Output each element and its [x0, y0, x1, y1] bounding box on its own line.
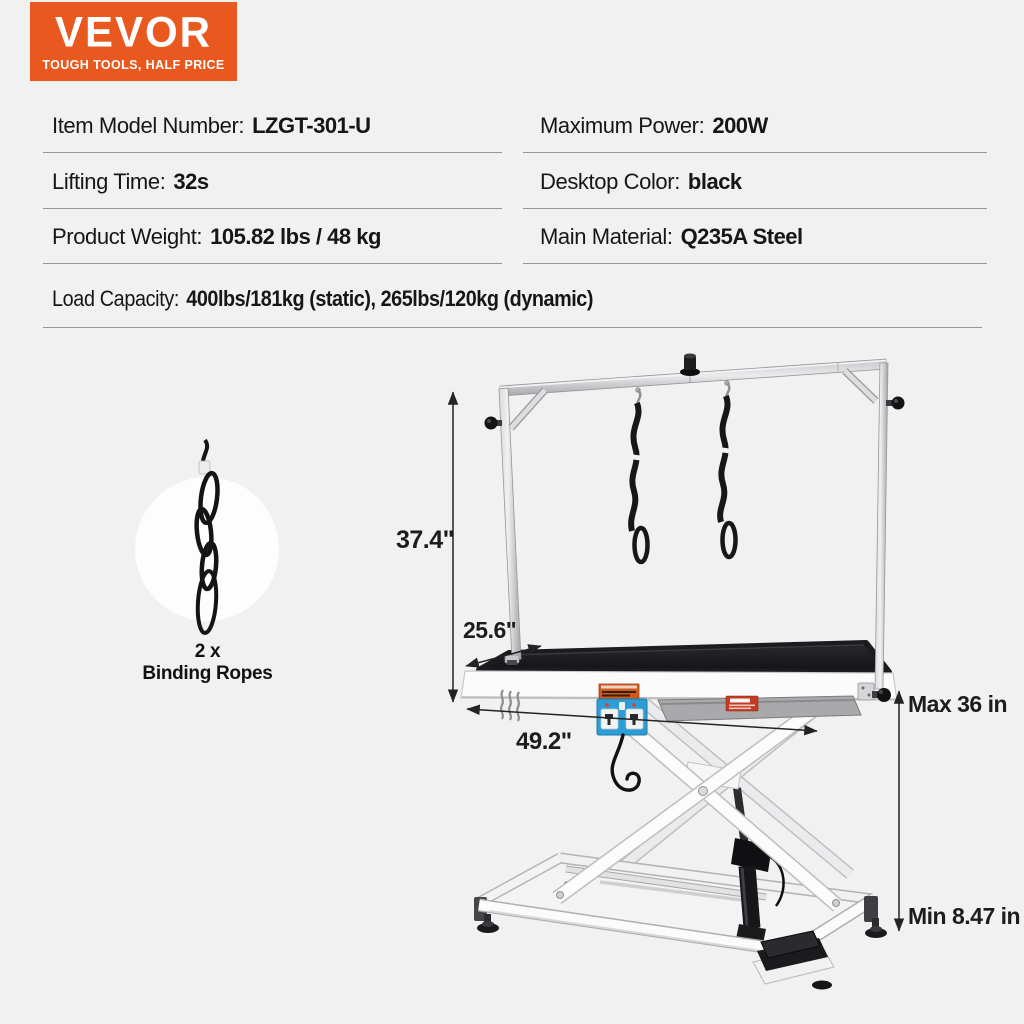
accessory-callout: [125, 641, 290, 684]
side-knob-left: [485, 417, 503, 430]
side-knob-right: [886, 397, 905, 410]
vevor-logo: [30, 2, 237, 81]
accessory-name: Binding Ropes: [142, 662, 273, 684]
spec-label: Product Weight:: [52, 224, 203, 249]
spec-label: Lifting Time:: [52, 169, 166, 194]
spec-value: 105.82 lbs / 48 kg: [210, 224, 381, 249]
spec-value: 32s: [173, 169, 209, 194]
spec-row-weight: [43, 211, 502, 264]
spec-row-color: [523, 156, 987, 209]
spec-value: Q235A Steel: [680, 224, 803, 249]
binding-ropes-graphic: [135, 440, 279, 634]
brand-tagline: TOUGH TOOLS, HALF PRICE: [42, 58, 225, 72]
spec-row-lifting-time: [43, 156, 502, 209]
dim-label-depth: 25.6": [463, 617, 517, 643]
spec-label: Desktop Color:: [540, 169, 680, 194]
hanging-straps: [631, 381, 735, 562]
spec-value: black: [687, 169, 742, 194]
warning-label: [599, 684, 639, 699]
accessory-quantity: 2 x: [194, 641, 221, 662]
brand-name: VEVOR: [54, 7, 213, 56]
dim-label-arm-height: 37.4": [396, 526, 455, 554]
spec-label: Item Model Number:: [52, 113, 245, 138]
power-cable: [612, 735, 639, 790]
spec-label: Main Material:: [540, 224, 673, 249]
dim-label-min-height: Min 8.47 in: [908, 903, 1021, 929]
spec-label: Load Capacity:: [52, 286, 180, 311]
spec-row-power: [523, 100, 987, 153]
spec-row-load-capacity: [43, 271, 982, 328]
center-knob: [680, 354, 700, 377]
spec-value: 400lbs/181kg (static), 265lbs/120kg (dynamic): [186, 286, 594, 311]
spec-row-model: [43, 100, 502, 153]
spec-value: LZGT-301-U: [252, 113, 371, 138]
spec-row-material: [523, 211, 987, 264]
dim-label-max-height: Max 36 in: [908, 691, 1008, 717]
dim-label-width: 49.2": [516, 728, 572, 755]
vevor-label: [726, 696, 758, 711]
spec-value: 200W: [712, 113, 768, 138]
spec-label: Maximum Power:: [540, 113, 705, 138]
